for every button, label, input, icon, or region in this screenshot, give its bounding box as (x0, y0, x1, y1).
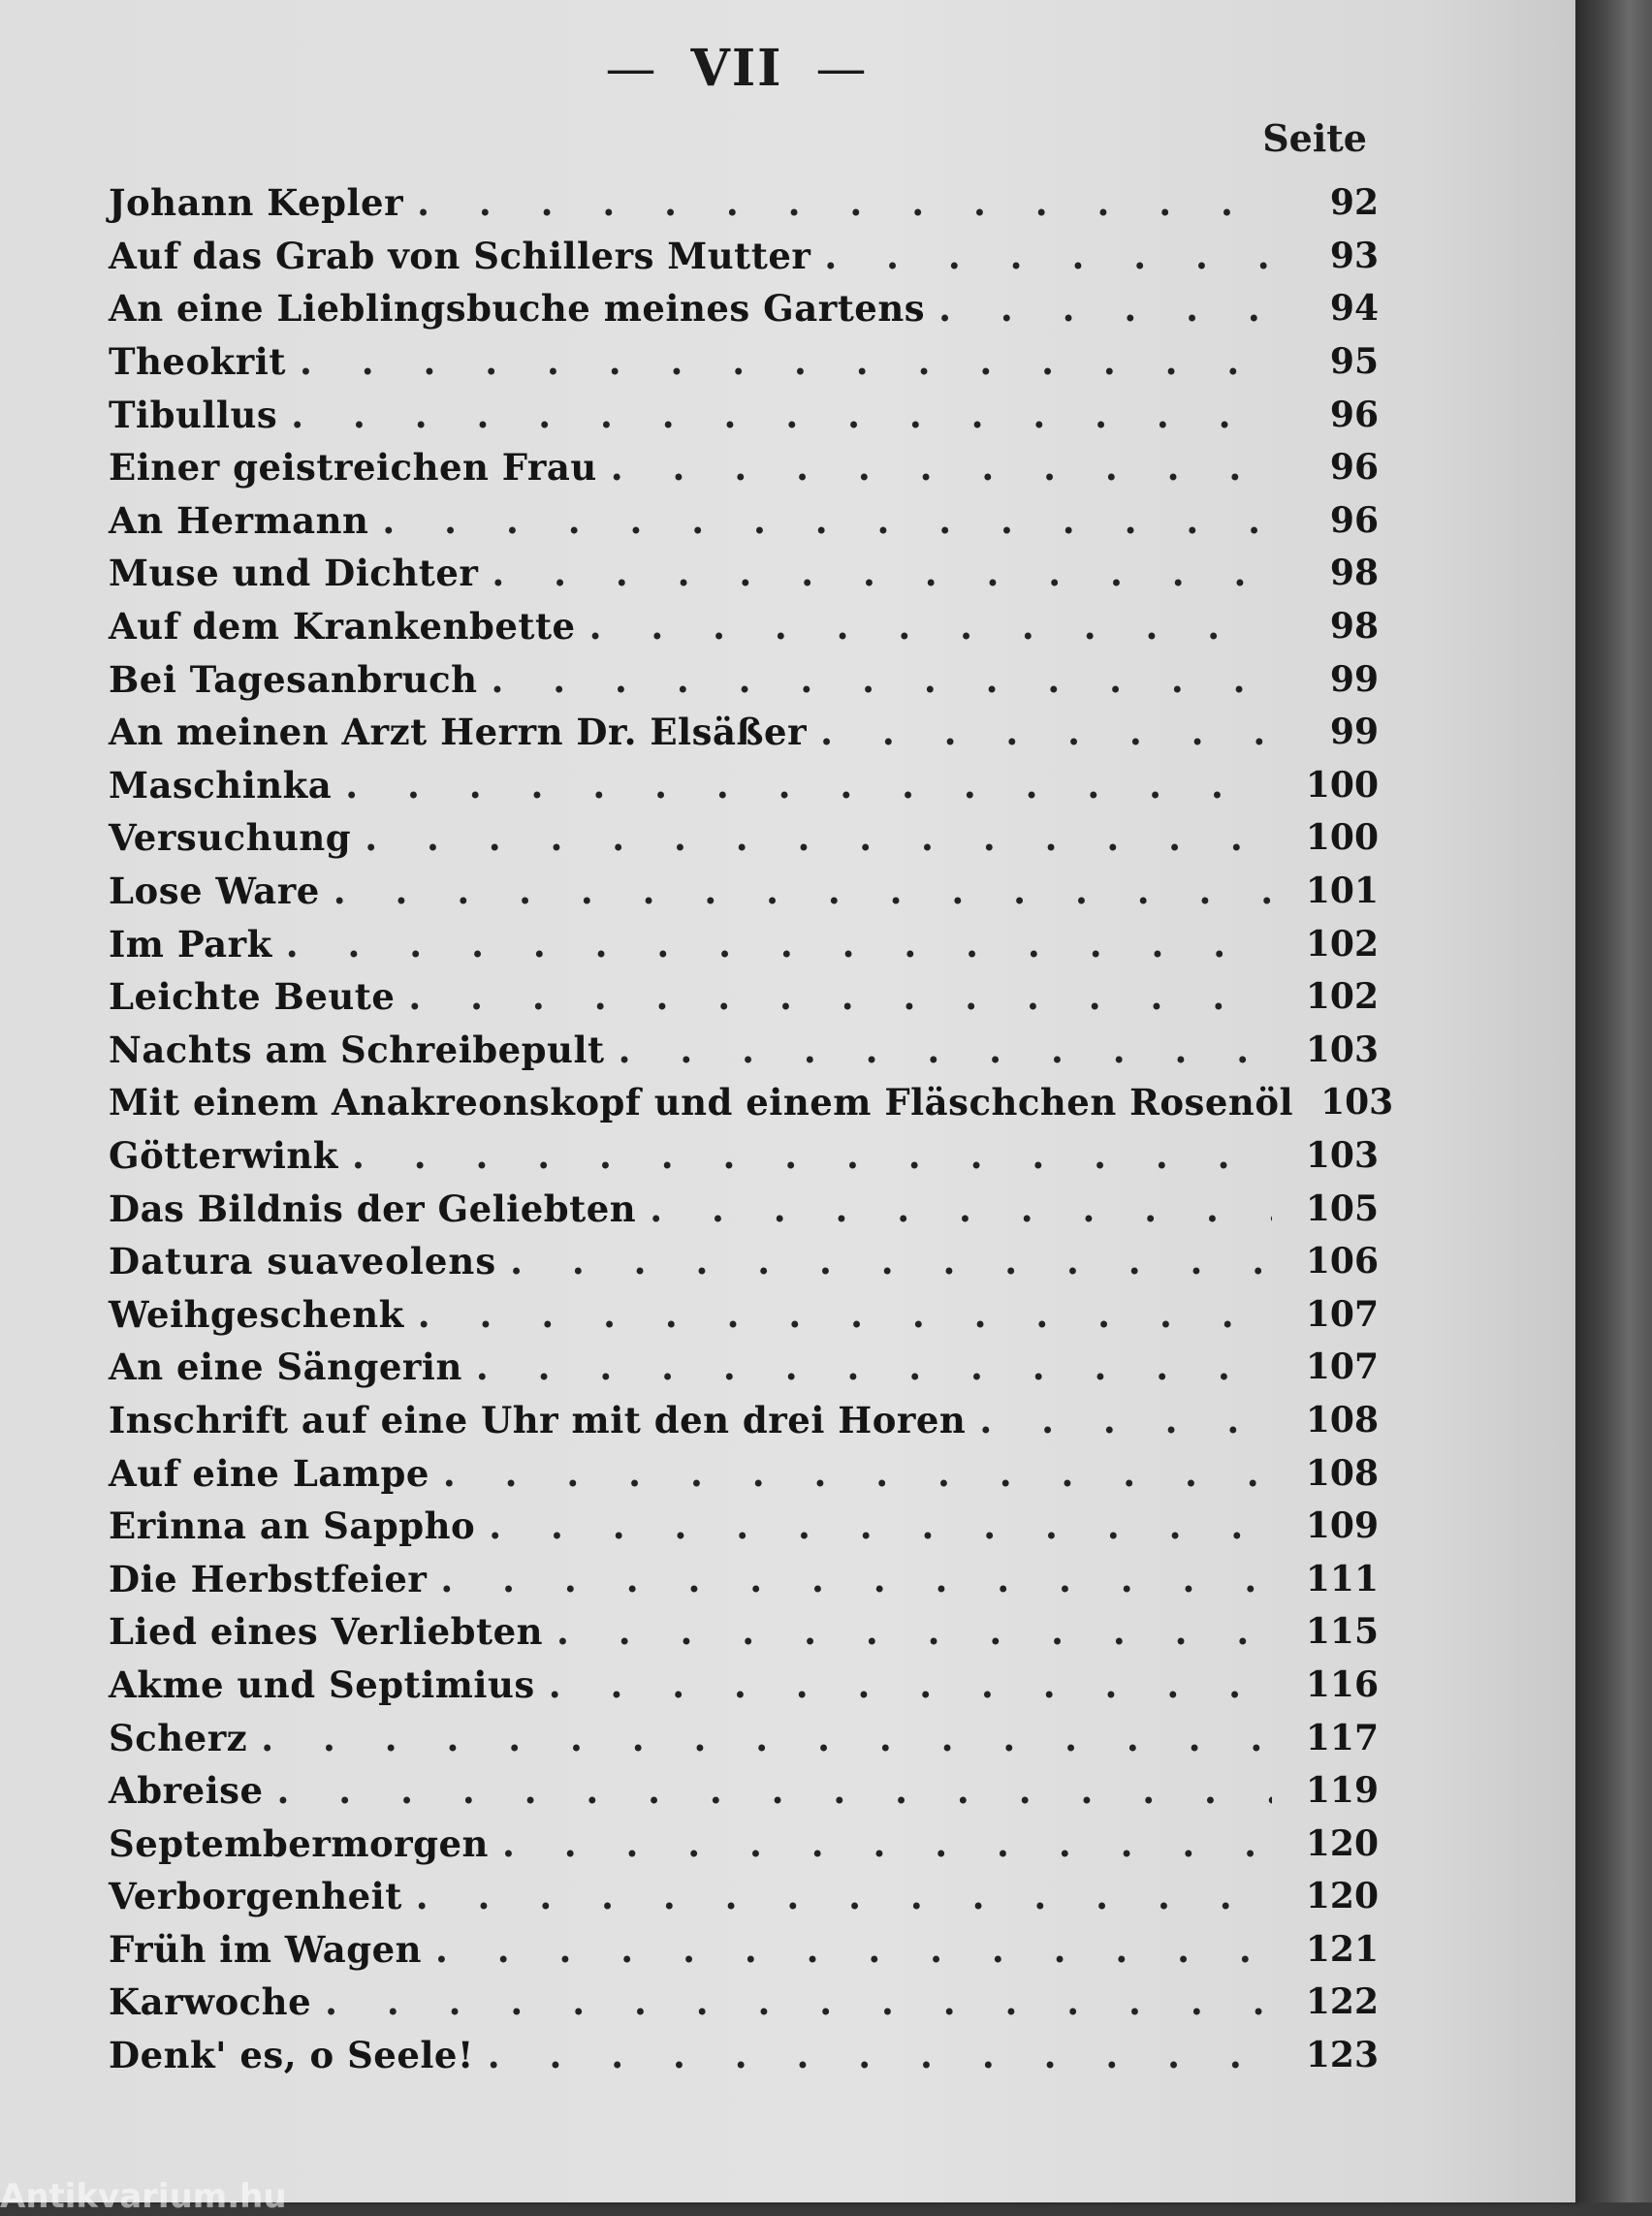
dot-leader (650, 1187, 1272, 1230)
toc-entry-title: Datura suaveolens (109, 1240, 497, 1283)
toc-entry (109, 917, 1379, 970)
dot-leader (345, 764, 1272, 807)
toc-entry-page: 108 (1305, 1452, 1379, 1494)
toc-entry-title: Abreise (109, 1769, 264, 1813)
column-header-seite: Seite (1262, 116, 1367, 160)
toc-entry-title: An Hermann (109, 498, 369, 542)
toc-entry (109, 1024, 1379, 1077)
toc-entry-title: Nachts am Schreibepult (109, 1028, 605, 1071)
dot-leader (417, 181, 1272, 224)
toc-entry-title: Karwoche (109, 1980, 312, 2024)
toc-entry-page: 103 (1305, 1029, 1379, 1070)
toc-entry (109, 388, 1379, 441)
toc-entry-page: 98 (1329, 606, 1379, 648)
toc-entry (109, 282, 1379, 335)
dot-leader (443, 1452, 1272, 1495)
toc-entry (109, 865, 1379, 918)
toc-entry-title: Lied eines Verliebten (109, 1610, 544, 1654)
dot-leader (979, 1399, 1272, 1441)
toc-entry-title: Maschinka (109, 763, 333, 807)
toc-entry-page: 96 (1329, 394, 1379, 435)
toc-entry-title: Tibullus (109, 393, 278, 436)
dot-leader (492, 552, 1272, 594)
toc-entry-page: 102 (1305, 923, 1379, 965)
toc-entry-page: 96 (1329, 499, 1379, 541)
toc-entry-page: 98 (1329, 553, 1379, 594)
toc-entry-page: 95 (1329, 341, 1379, 383)
dot-leader (325, 1980, 1272, 2023)
toc-entry-title: Einer geistreichen Frau (109, 446, 597, 490)
toc-entry-title: Weihgeschenk (109, 1292, 404, 1336)
toc-entry-page: 102 (1305, 976, 1379, 1018)
toc-entry-title: Bei Tagesanbruch (109, 657, 478, 701)
dot-leader (334, 870, 1272, 912)
toc-entry (109, 230, 1379, 283)
dot-leader (549, 1663, 1272, 1706)
toc-entry-page: 106 (1305, 1241, 1379, 1282)
dot-leader (418, 1293, 1272, 1336)
toc-entry (109, 494, 1379, 548)
dot-leader (300, 340, 1272, 383)
dot-leader (502, 1822, 1272, 1865)
toc-entry-title: Die Herbstfeier (109, 1557, 428, 1600)
page-number: VII (690, 39, 783, 98)
toc-entry (109, 1129, 1379, 1183)
toc-entry (109, 176, 1379, 230)
dot-leader (938, 287, 1272, 330)
toc-entry-title: Lose Ware (109, 870, 320, 913)
toc-entry-title: Versuchung (109, 816, 352, 860)
toc-entry-page: 92 (1329, 182, 1379, 224)
toc-entry-page: 100 (1305, 817, 1379, 859)
toc-entry-page: 99 (1329, 712, 1379, 753)
dot-leader (291, 394, 1272, 436)
toc-entry-page: 122 (1305, 1981, 1379, 2023)
dot-leader (435, 1928, 1272, 1971)
toc-entry-page: 119 (1305, 1770, 1379, 1812)
toc-entry (109, 1394, 1379, 1447)
toc-entry-page: 101 (1305, 871, 1379, 912)
page-header (0, 39, 1474, 98)
toc-entry (109, 1287, 1379, 1341)
dot-leader (611, 446, 1272, 489)
toc-entry-title: An eine Sängerin (109, 1345, 462, 1389)
toc-entry-page: 105 (1305, 1187, 1379, 1229)
toc-entry-page: 120 (1305, 1822, 1379, 1864)
toc-entry-page: 103 (1305, 1134, 1379, 1176)
toc-entry-title: Akme und Septimius (109, 1662, 535, 1706)
toc-entry-page: 115 (1305, 1611, 1379, 1653)
table-of-contents (109, 176, 1394, 2081)
toc-entry-page: 109 (1305, 1505, 1379, 1547)
toc-entry (109, 1605, 1379, 1659)
toc-entry-title: Septembermorgen (109, 1821, 489, 1865)
toc-entry (109, 1182, 1379, 1235)
toc-entry (109, 1500, 1379, 1553)
toc-entry-title: Verborgenheit (109, 1875, 402, 1918)
toc-entry-page: 120 (1305, 1876, 1379, 1917)
header-dash-left: — (605, 40, 658, 98)
book-edge (1575, 0, 1652, 2202)
dot-leader (820, 711, 1272, 753)
dot-leader (286, 923, 1272, 966)
toc-entry-page: 121 (1305, 1928, 1379, 1970)
dot-leader (352, 1134, 1272, 1177)
dot-leader (408, 975, 1272, 1018)
toc-entry-page: 96 (1329, 447, 1379, 489)
toc-entry (109, 811, 1379, 865)
toc-entry-title: Erinna an Sappho (109, 1504, 476, 1548)
toc-entry-page: 107 (1305, 1293, 1379, 1335)
toc-entry (109, 335, 1379, 389)
dot-leader (824, 235, 1272, 277)
toc-entry-title: An eine Lieblingsbuche meines Gartens (109, 287, 926, 331)
dot-leader (489, 1504, 1272, 1547)
toc-entry (109, 1817, 1379, 1870)
toc-entry (109, 1446, 1379, 1500)
toc-entry-title: Götterwink (109, 1133, 338, 1177)
toc-entry-title: Johann Kepler (109, 181, 404, 225)
toc-entry-page: 108 (1305, 1399, 1379, 1440)
dot-leader (510, 1240, 1272, 1282)
toc-entry-page: 117 (1305, 1717, 1379, 1758)
dot-leader (556, 1610, 1272, 1653)
toc-entry-page: 123 (1305, 2035, 1379, 2076)
watermark: Antikvarium.hu (0, 2177, 287, 2216)
toc-entry-title: Inschrift auf eine Uhr mit den drei Horen (109, 1398, 967, 1441)
toc-entry (109, 1341, 1379, 1394)
toc-entry-title: Leichte Beute (109, 975, 396, 1019)
toc-entry (109, 1923, 1379, 1977)
toc-entry-page: 93 (1329, 235, 1379, 276)
toc-entry-title: Scherz (109, 1716, 248, 1759)
toc-entry-page: 107 (1305, 1346, 1379, 1388)
toc-entry-page: 116 (1305, 1663, 1379, 1705)
dot-leader (365, 816, 1272, 859)
dot-leader (492, 658, 1272, 701)
toc-entry (109, 759, 1379, 812)
dot-leader (440, 1558, 1272, 1600)
dot-leader (619, 1029, 1272, 1071)
toc-entry-page: 100 (1305, 764, 1379, 806)
toc-entry-title: Mit einem Anakreonskopf und einem Fläschchen Rosenöl (109, 1081, 1294, 1124)
toc-entry-title: Theokrit (109, 340, 286, 384)
dot-leader (416, 1875, 1272, 1917)
toc-entry (109, 970, 1379, 1024)
toc-entry (109, 547, 1379, 600)
toc-entry-page: 99 (1329, 658, 1379, 700)
toc-entry-page: 103 (1320, 1082, 1394, 1124)
dot-leader (277, 1769, 1272, 1812)
toc-entry-page: 94 (1329, 288, 1379, 330)
toc-entry-title: Auf das Grab von Schillers Mutter (109, 234, 811, 277)
toc-entry (109, 600, 1379, 653)
toc-entry-title: Das Bildnis der Geliebten (109, 1187, 637, 1230)
toc-entry (109, 1976, 1379, 2029)
header-dash-right: — (815, 40, 869, 98)
toc-entry-title: Auf dem Krankenbette (109, 605, 576, 649)
toc-entry-title: Auf eine Lampe (109, 1451, 429, 1495)
toc-entry (109, 2029, 1379, 2082)
dot-leader (476, 1345, 1272, 1388)
toc-entry-page: 111 (1305, 1558, 1379, 1599)
toc-entry (109, 1764, 1379, 1818)
toc-entry-title: Muse und Dichter (109, 552, 479, 595)
dot-leader (488, 2034, 1272, 2076)
dot-leader (261, 1717, 1272, 1759)
toc-entry (109, 706, 1379, 759)
toc-entry (109, 1659, 1379, 1712)
toc-entry (109, 1076, 1394, 1129)
toc-entry (109, 652, 1379, 706)
toc-entry (109, 1870, 1379, 1923)
toc-entry-title: Im Park (109, 922, 272, 966)
toc-entry-title: An meinen Arzt Herrn Dr. Elsäßer (109, 711, 808, 754)
toc-entry (109, 441, 1379, 494)
toc-entry (109, 1235, 1379, 1288)
dot-leader (589, 605, 1272, 648)
toc-entry (109, 1711, 1379, 1764)
dot-leader (382, 499, 1272, 542)
toc-entry (109, 1552, 1379, 1605)
toc-entry-title: Früh im Wagen (109, 1927, 423, 1971)
toc-entry-title: Denk' es, o Seele! (109, 2034, 474, 2077)
